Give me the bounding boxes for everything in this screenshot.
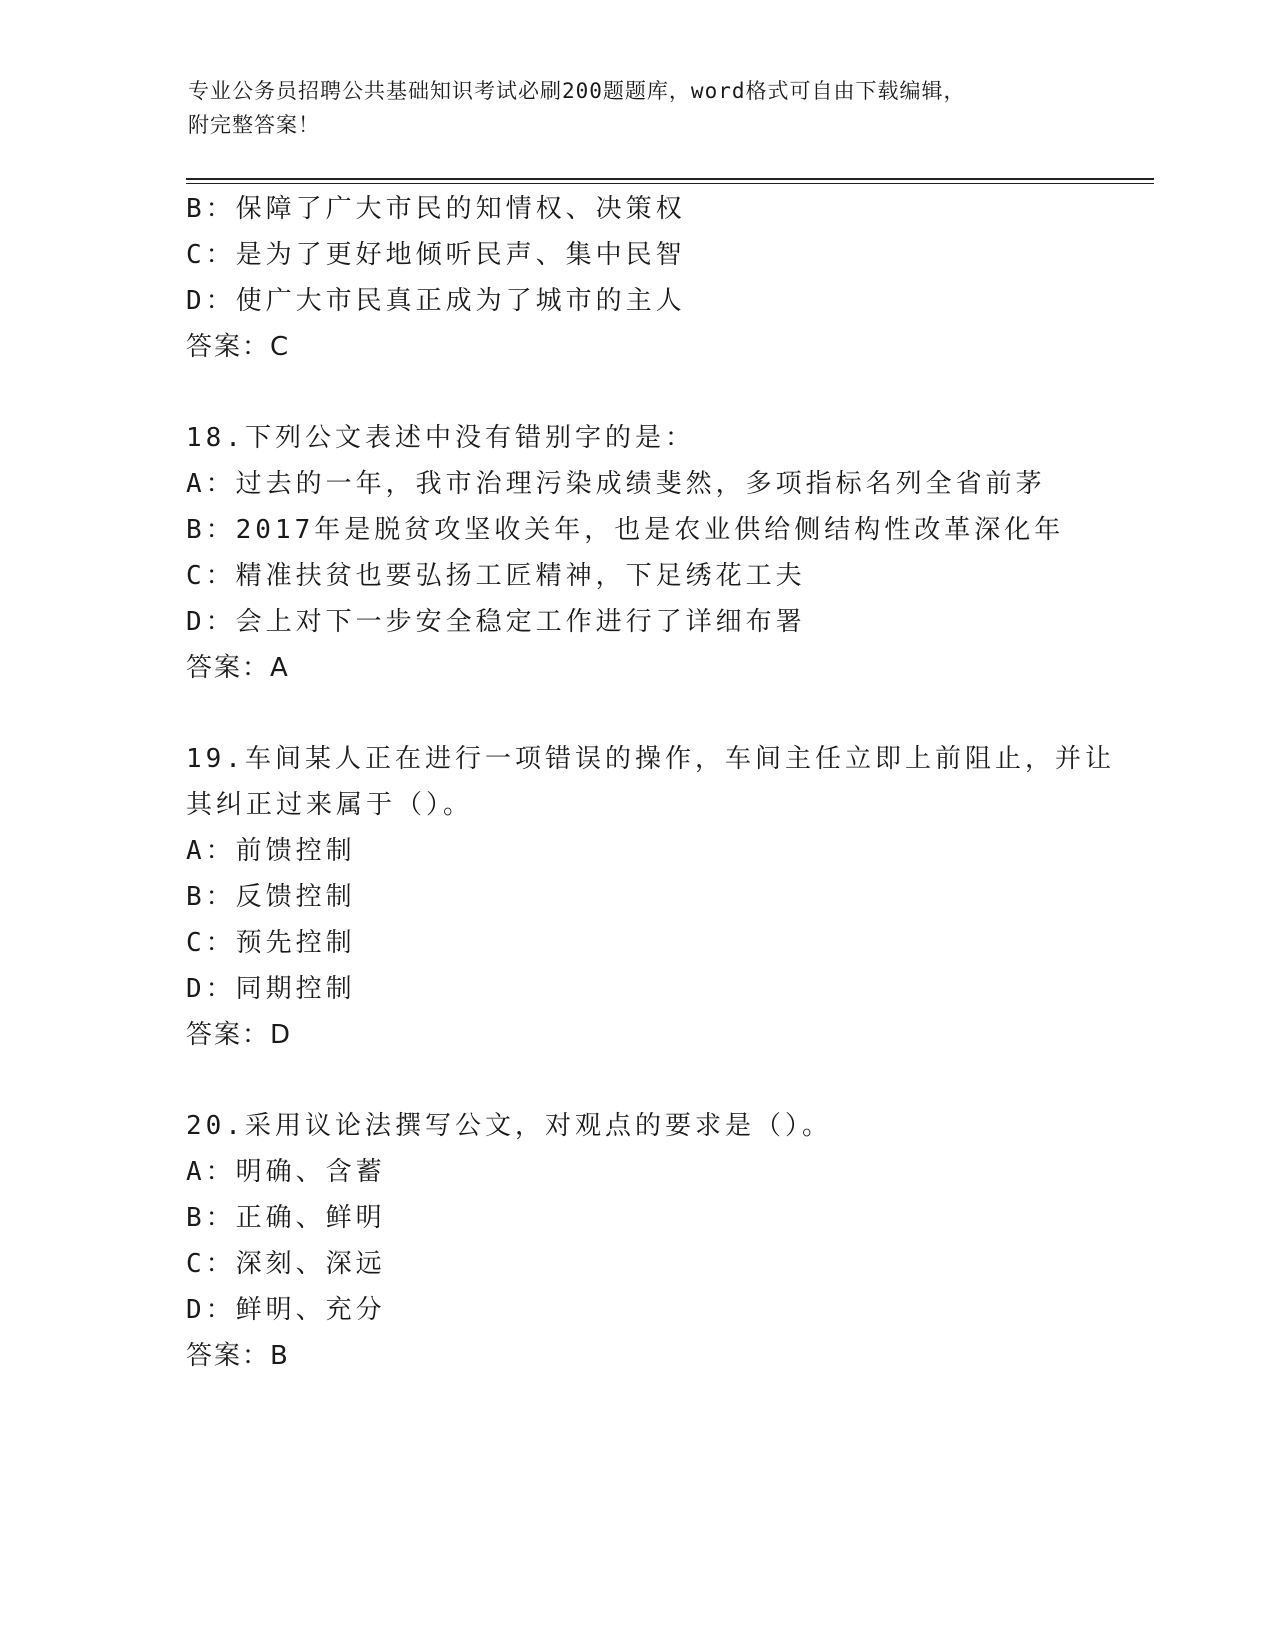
option-d: D：使广大市民真正成为了城市的主人 (186, 286, 686, 316)
option-c: C：深刻、深远 (186, 1249, 386, 1279)
option-d: D：鲜明、充分 (186, 1295, 386, 1325)
answer: 答案：A (186, 653, 290, 683)
header-line-2: 附完整答案！ (188, 113, 320, 137)
spacer (186, 691, 1126, 736)
question-title: 18.下列公文表述中没有错别字的是： (186, 423, 695, 453)
option-a: A：前馈控制 (186, 836, 356, 866)
question-title-line-2: 其纠正过来属于（）。 (186, 790, 474, 820)
answer: 答案：B (186, 1341, 290, 1371)
question-18 (186, 415, 1126, 691)
option-c: C：是为了更好地倾听民声、集中民智 (186, 240, 686, 270)
header-divider (186, 178, 1154, 184)
question-title: 20.采用议论法撰写公文，对观点的要求是（）。 (186, 1111, 832, 1141)
question-title-line-1: 19.车间某人正在进行一项错误的操作，车间主任立即上前阻止，并让 (186, 744, 1115, 774)
answer: 答案：D (186, 1020, 293, 1050)
answer: 答案：C (186, 332, 291, 362)
header-line-1: 专业公务员招聘公共基础知识考试必刷200题题库，word格式可自由下载编辑， (188, 79, 966, 103)
spacer (186, 370, 1126, 415)
option-c: C：精准扶贫也要弘扬工匠精神，下足绣花工夫 (186, 561, 806, 591)
option-d: D：同期控制 (186, 974, 356, 1004)
page-header (188, 74, 1068, 142)
option-b: B：正确、鲜明 (186, 1203, 386, 1233)
option-a: A：明确、含蓄 (186, 1157, 386, 1187)
question-list (186, 186, 1126, 1379)
question-20 (186, 1103, 1126, 1379)
option-b: B：反馈控制 (186, 882, 356, 912)
option-d: D：会上对下一步安全稳定工作进行了详细布署 (186, 607, 806, 637)
option-b: B：2017年是脱贫攻坚收关年，也是农业供给侧结构性改革深化年 (186, 515, 1065, 545)
spacer (186, 1058, 1126, 1103)
question-19 (186, 736, 1126, 1058)
option-c: C：预先控制 (186, 928, 356, 958)
option-b: B：保障了广大市民的知情权、决策权 (186, 194, 686, 224)
option-a: A：过去的一年，我市治理污染成绩斐然，多项指标名列全省前茅 (186, 469, 1046, 499)
question-17 (186, 186, 1126, 370)
